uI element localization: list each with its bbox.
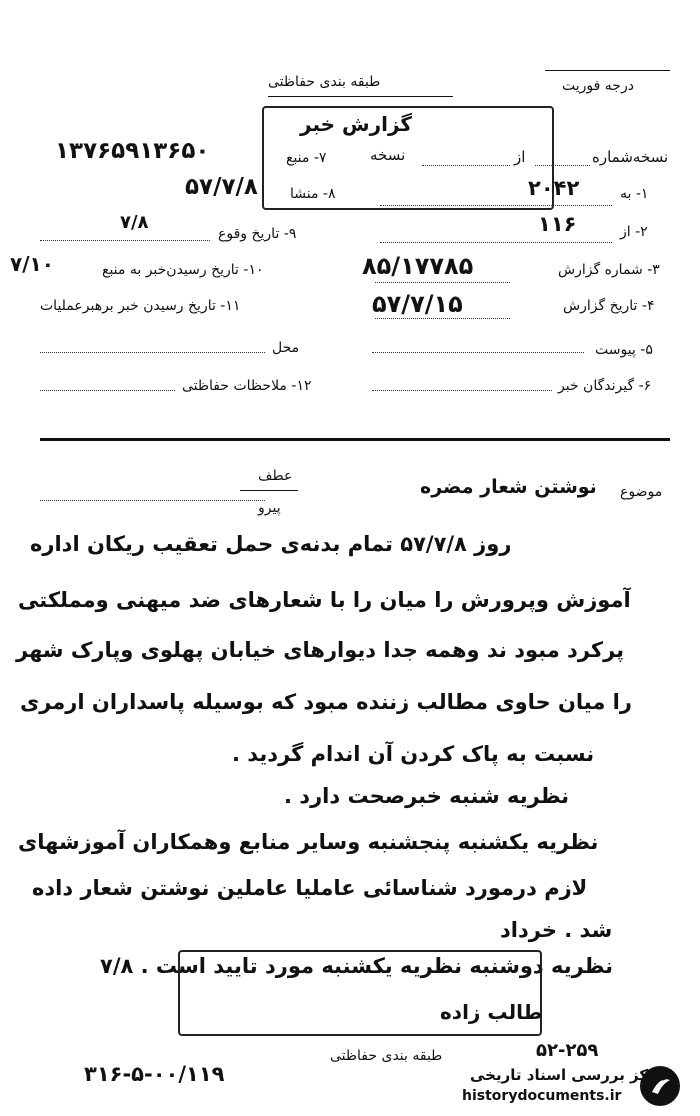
subject-value: نوشتن شعار مضره (420, 476, 597, 498)
body-line: نظریه یکشنبه پنجشنبه وسایر منابع وهمکاران آموزشهای (18, 830, 599, 854)
body-line: نسبت به پاک کردن آن اندام گردید . (232, 742, 595, 766)
body-line: لازم درمورد شناسائی عاملیا عاملین نوشتن شعار داده (32, 876, 588, 900)
report-date-label: ۴- تاریخ گزارش (563, 298, 655, 314)
source-value: ۱۳۷۶۵۹۱۳۶۵۰ (55, 138, 210, 164)
dotted-line (40, 240, 210, 241)
from-label: ۲- از (620, 224, 648, 240)
section-divider (40, 438, 670, 441)
dotted-line (40, 390, 175, 391)
body-line: پرکرد مبود ند وهمه جدا دیوارهای خیابان پهلوی وپارک شهر (16, 638, 625, 662)
copy-from-label: از (514, 148, 526, 166)
watermark-name: مرکز بررسی اسناد تاریخی (470, 1066, 667, 1084)
reference-divider (240, 490, 298, 491)
body-line: نظریه شنبه خبرصحت دارد . (284, 784, 570, 808)
copy-word-label: نسخه (370, 146, 406, 164)
page-code: ۵۲-۲۵۹ (536, 1040, 599, 1061)
dotted-line (40, 352, 265, 353)
report-number-value: ۸۵/۱۷۷۸۵ (362, 252, 474, 280)
report-date-value: ۵۷/۷/۱۵ (372, 290, 463, 318)
dotted-line (535, 165, 590, 166)
reference-bottom: پیرو (258, 500, 281, 516)
attachment-label: ۵- پیوست (595, 342, 653, 358)
reference-top: عطف (258, 468, 293, 484)
report-number-label: ۳- شماره گزارش (558, 262, 660, 278)
body-line: را میان حاوی مطالب زننده مبود که بوسیله پاسداران ارمری (20, 690, 632, 714)
dotted-line (40, 500, 265, 501)
dotted-line (380, 242, 612, 243)
urgency-label: درجه فوریت (562, 78, 634, 94)
body-line: نظریه دوشنبه نظریه یکشنبه مورد تایید است . ۷/۸ (100, 954, 614, 978)
subject-label: موضوع (620, 484, 663, 500)
source-label: ۷- منبع (286, 150, 327, 166)
body-line: شد . خرداد (500, 918, 613, 942)
divider (268, 96, 453, 97)
divider (545, 70, 670, 71)
classification-bottom: طبقه بندی حفاظتی (330, 1048, 443, 1064)
dotted-line (380, 205, 612, 206)
to-value: ۲۰۴۲ (528, 176, 580, 200)
dotted-line (372, 390, 552, 391)
dotted-line (422, 165, 510, 166)
to-label: ۱- به (620, 186, 649, 202)
notes-label: ۱۲- ملاحظات حفاظتی (182, 378, 312, 394)
received-source-value: ۷/۱۰ (10, 252, 54, 276)
occurrence-date-label: ۹- تاریخ وقوع (218, 226, 297, 242)
from-value: ۱۱۶ (538, 212, 577, 236)
signature-line: طالب زاده (440, 1000, 543, 1024)
watermark-site: historydocuments.ir (462, 1088, 622, 1104)
received-source-label: ۱۰- تاریخ رسیدن‌خبر به منبع (102, 262, 264, 278)
dotted-line (375, 282, 510, 283)
form-title: گزارش خبر (300, 112, 413, 136)
occurrence-date-value: ۷/۸ (120, 212, 149, 233)
origin-value: ۵۷/۷/۸ (185, 174, 258, 200)
dotted-line (372, 352, 584, 353)
body-line: آموزش وپرورش را میان را با شعارهای ضد میهنی ومملکتی (18, 588, 631, 612)
classification-top: طبقه بندی حفاظتی (268, 74, 381, 90)
origin-label: ۸- منشا (290, 186, 336, 202)
body-line: روز ۵۷/۷/۸ تمام بدنه‌ی حمل تعقیب ریکان اداره (30, 532, 512, 556)
dotted-line (375, 318, 510, 319)
recipients-label: ۶- گیرندگان خبر (558, 378, 652, 394)
place-label: محل (272, 340, 300, 356)
bottom-number: ۳۱۶-۵-۰۰/۱۱۹ (84, 1062, 225, 1086)
copy-number-label: نسخه‌شماره (592, 148, 669, 166)
received-leader-label: ۱۱- تاریخ رسیدن خبر برهبرعملیات (40, 298, 241, 314)
